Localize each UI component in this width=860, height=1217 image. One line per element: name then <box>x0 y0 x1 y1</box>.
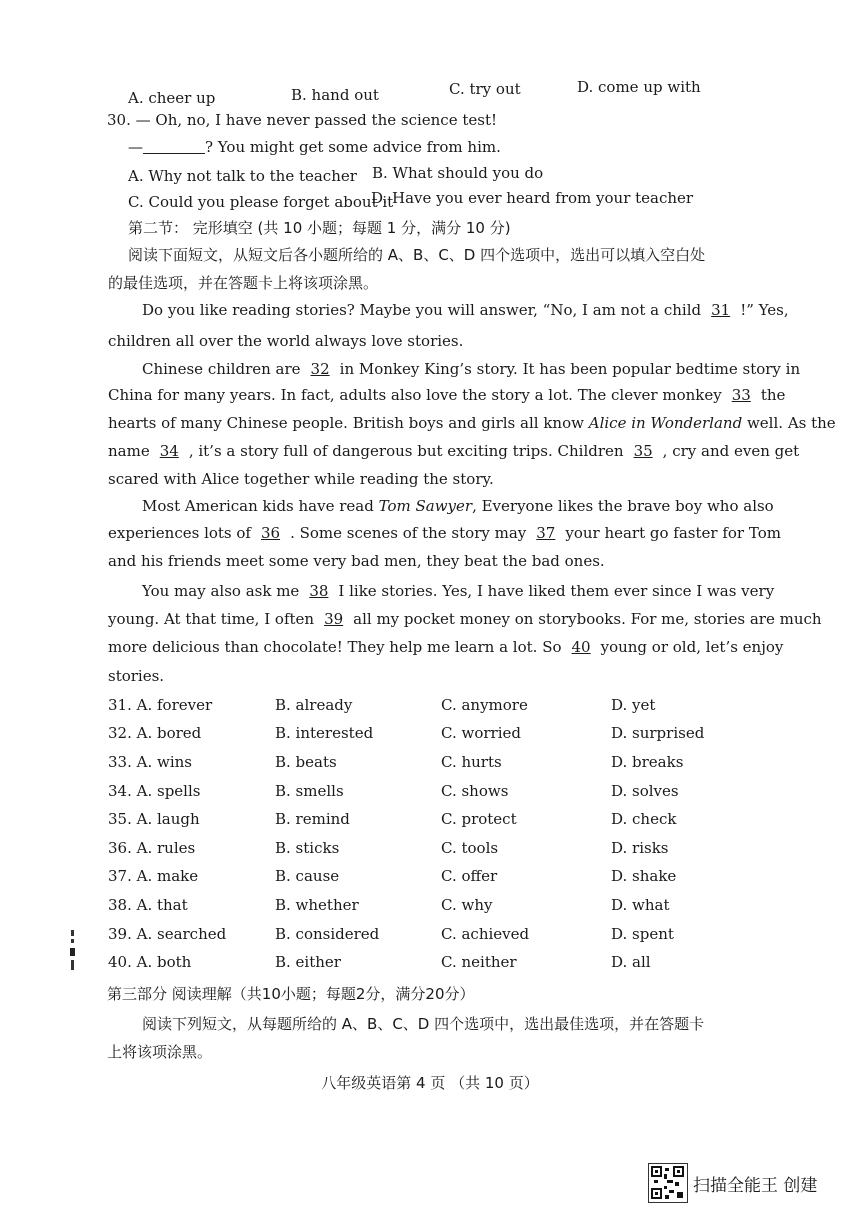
passage-text: more delicious than chocolate! They help me learn a lot. So <box>108 638 562 656</box>
book-title: Alice in Wonderland <box>588 414 743 432</box>
option-row <box>108 810 768 832</box>
passage-line: children all over the world always love stories. <box>108 332 464 350</box>
option-c: C. shows <box>441 782 509 800</box>
blank-31: 31 <box>711 301 731 319</box>
option-row <box>108 753 768 775</box>
passage-line <box>142 301 789 319</box>
q30-blank <box>143 139 205 154</box>
passage-text: Do you like reading stories? Maybe you will answer, “No, I am not a child <box>142 301 702 319</box>
option-a: 33. A. wins <box>108 753 192 771</box>
passage-text: , cry and even get <box>662 442 800 460</box>
option-d: D. risks <box>611 839 669 857</box>
option-c: C. worried <box>441 724 521 742</box>
blank-32: 32 <box>310 360 330 378</box>
passage-text: in Monkey King’s story. It has been popular bedtime story in <box>339 360 801 378</box>
option-d: D. breaks <box>611 753 684 771</box>
passage-text: . Some scenes of the story may <box>290 524 527 542</box>
passage-text: Chinese children are <box>142 360 301 378</box>
option-a: 35. A. laugh <box>108 810 200 828</box>
option-c: C. anymore <box>441 696 528 714</box>
option-c: C. achieved <box>441 925 530 943</box>
blank-34: 34 <box>159 442 179 460</box>
option-b: B. beats <box>275 753 337 771</box>
passage-text: hearts of many Chinese people. British boys and girls all know <box>108 414 584 432</box>
blank-40: 40 <box>571 638 591 656</box>
option-b: B. whether <box>275 896 359 914</box>
option-b: B. smells <box>275 782 344 800</box>
option-d: D. check <box>611 810 677 828</box>
option-c: C. why <box>441 896 493 914</box>
option-a: 36. A. rules <box>108 839 196 857</box>
passage-text: , it’s a story full of dangerous but exciting trips. Children <box>188 442 624 460</box>
binding-edge-mark <box>70 930 76 972</box>
passage-text: young. At that time, I often <box>108 610 315 628</box>
section2-instruction-1: 阅读下面短文，从短文后各小题所给的 A、B、C、D 四个选项中，选出可以填入空白处 <box>128 246 706 264</box>
book-title: Tom Sawyer <box>378 497 473 515</box>
qr-code-icon <box>648 1163 688 1203</box>
scanner-watermark: 扫描全能王 创建 <box>693 1176 818 1196</box>
passage-text: !” Yes, <box>740 301 789 319</box>
option-row <box>108 953 768 975</box>
option-c: C. neither <box>441 953 517 971</box>
q29-option-c: C. try out <box>449 80 521 98</box>
option-b: B. either <box>275 953 341 971</box>
passage-text: You may also ask me <box>142 582 300 600</box>
passage-line <box>108 414 836 432</box>
passage-line <box>108 524 781 542</box>
passage-line: scared with Alice together while reading the story. <box>108 470 494 488</box>
page-footer: 八年级英语第 4 页 （共 10 页） <box>321 1074 539 1092</box>
passage-line <box>108 610 822 628</box>
passage-line <box>142 360 800 378</box>
passage-line: and his friends meet some very bad men, they beat the bad ones. <box>108 552 605 570</box>
blank-36: 36 <box>260 524 281 542</box>
option-a: 38. A. that <box>108 896 188 914</box>
passage-line <box>142 497 774 515</box>
passage-text: China for many years. In fact, adults also love the story a lot. The clever monkey <box>108 386 722 404</box>
blank-33: 33 <box>731 386 751 404</box>
option-c: C. offer <box>441 867 498 885</box>
option-a: 39. A. searched <box>108 925 227 943</box>
passage-text: young or old, let’s enjoy <box>600 638 784 656</box>
option-row <box>108 782 768 804</box>
passage-text: your heart go faster for Tom <box>565 524 781 542</box>
option-row <box>108 724 768 746</box>
option-row <box>108 925 768 947</box>
passage-text: the <box>760 386 786 404</box>
option-b: B. remind <box>275 810 350 828</box>
passage-line <box>108 442 799 460</box>
option-c: C. hurts <box>441 753 502 771</box>
section3-heading: 第三部分 阅读理解（共10小题；每题2分，满分20分） <box>107 985 475 1003</box>
passage-text: Most American kids have read <box>142 497 374 515</box>
option-d: D. all <box>611 953 651 971</box>
q30-reply <box>128 138 501 156</box>
passage-text: experiences lots of <box>108 524 251 542</box>
option-d: D. surprised <box>611 724 705 742</box>
option-b: B. interested <box>275 724 374 742</box>
section3-instruction-2: 上将该项涂黑。 <box>107 1043 213 1061</box>
passage-text: well. As the <box>746 414 836 432</box>
blank-39: 39 <box>324 610 344 628</box>
option-c: C. tools <box>441 839 499 857</box>
option-a: 31. A. forever <box>108 696 213 714</box>
option-b: B. sticks <box>275 839 340 857</box>
option-b: B. already <box>275 696 353 714</box>
option-row <box>108 867 768 889</box>
passage-line <box>108 638 783 656</box>
option-b: B. cause <box>275 867 340 885</box>
blank-37: 37 <box>536 524 556 542</box>
option-row <box>108 896 768 918</box>
passage-line <box>108 386 785 404</box>
passage-text: name <box>108 442 150 460</box>
passage-line: stories. <box>108 667 165 685</box>
q30-option-c: C. Could you please forget about it <box>128 193 394 211</box>
option-d: D. yet <box>611 696 656 714</box>
section2-heading: 第二节： 完形填空 (共 10 小题；每题 1 分，满分 10 分) <box>128 219 511 237</box>
option-a: 34. A. spells <box>108 782 201 800</box>
option-row <box>108 839 768 861</box>
option-d: D. spent <box>611 925 674 943</box>
option-d: D. shake <box>611 867 677 885</box>
passage-text: all my pocket money on storybooks. For me, stories are much <box>353 610 822 628</box>
blank-38: 38 <box>309 582 329 600</box>
q29-option-a: A. cheer up <box>128 89 216 107</box>
option-row <box>108 696 768 718</box>
option-a: 32. A. bored <box>108 724 202 742</box>
section2-instruction-2: 的最佳选项，并在答题卡上将该项涂黑。 <box>108 274 379 292</box>
passage-line <box>142 582 774 600</box>
option-a: 40. A. both <box>108 953 192 971</box>
q30-option-d: D. Have you ever heard from your teacher <box>371 189 694 207</box>
option-c: C. protect <box>441 810 517 828</box>
passage-text: I like stories. Yes, I have liked them ever since I was very <box>338 582 775 600</box>
q30-option-a: A. Why not talk to the teacher <box>128 167 357 185</box>
q30-reply-text: ? You might get some advice from him. <box>205 138 501 156</box>
q29-option-d: D. come up with <box>577 78 701 96</box>
blank-35: 35 <box>633 442 653 460</box>
option-d: D. what <box>611 896 670 914</box>
q30-option-b: B. What should you do <box>372 164 544 182</box>
q29-option-b: B. hand out <box>291 86 379 104</box>
section3-instruction-1: 阅读下列短文，从每题所给的 A、B、C、D 四个选项中，选出最佳选项，并在答题卡 <box>142 1015 705 1033</box>
passage-text: , Everyone likes the brave boy who also <box>472 497 774 515</box>
q30-prompt: 30. — Oh, no, I have never passed the science test! <box>107 111 498 129</box>
option-b: B. considered <box>275 925 380 943</box>
option-a: 37. A. make <box>108 867 199 885</box>
option-d: D. solves <box>611 782 679 800</box>
q30-dash: — <box>128 138 143 156</box>
